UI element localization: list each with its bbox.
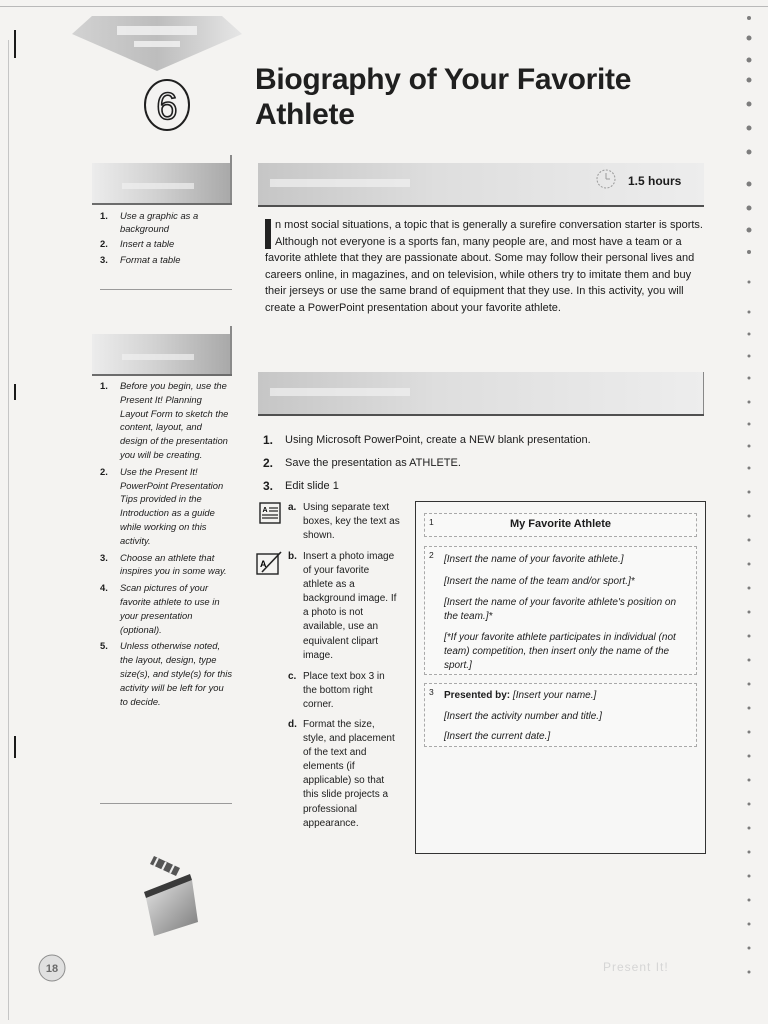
left-scan-edge xyxy=(8,40,9,1020)
title-line-2: Athlete xyxy=(255,98,355,131)
page-number-badge xyxy=(37,953,67,983)
tips-list xyxy=(100,379,232,708)
binder-mark xyxy=(14,736,16,758)
clock-icon xyxy=(595,168,617,190)
footer-watermark: Present It! xyxy=(603,960,669,974)
present-it-banner xyxy=(72,16,242,71)
substep-a: a. Using separate text boxes, key the text as shown. xyxy=(288,502,400,542)
list-item: 1. Using Microsoft PowerPoint, create a NEW blank presentation. xyxy=(263,433,591,447)
slide-text-box-1: 1 My Favorite Athlete xyxy=(424,513,697,537)
list-item: 2. Use the Present It! PowerPoint Presentation Tips provided in the Introduction as a guide while working on this activity. xyxy=(100,465,224,546)
list-item: 1. Before you begin, use the Present It! Planning Layout Form to sketch the content, layout, and design of the presentation you will be creating. xyxy=(100,380,229,460)
divider xyxy=(100,289,232,290)
svg-text:A: A xyxy=(262,507,268,514)
list-item: 2. Save the presentation as ATHLETE. xyxy=(263,456,461,470)
divider xyxy=(100,803,232,804)
binder-mark xyxy=(14,384,16,400)
duration: 1.5 hours xyxy=(628,174,682,188)
substep-d: d. Format the size, style, and placement of the text and elements (if applicable) so that this slide projects a professional appearance. xyxy=(288,719,395,829)
right-margin-marks xyxy=(742,12,756,1002)
intro-paragraph: n most social situations, a topic that is generally a surefire conversation starter is sports. Although not everyone is a sports fan, many people are, and most have a team or a favorite athlete that they are passionate about. Some may follow their personal lives and careers online, in magazines, and on television, while others try to imitate them and buy their jerseys or use the same brand of equipment that they use. In this activity, you will create a PowerPoint presentation about your favorite athlete. xyxy=(265,219,703,314)
picture-edit-icon xyxy=(256,550,283,577)
activity-number: 6 xyxy=(156,86,178,128)
top-edge-line xyxy=(0,6,768,7)
svg-text:A: A xyxy=(260,559,267,569)
page-number: 18 xyxy=(45,963,59,975)
sidebar-header-objectives xyxy=(92,163,232,205)
list-item: 3. Choose an athlete that inspires you in some way. xyxy=(100,551,227,577)
slide-text-box-2: 2 [Insert the name of your favorite athlete.] [Insert the name of the team and/or sport.]* [Insert the name of your favorite athlete's position on the team.]* [*If your favorite athlete participates in individual (not team) competition, then insert only the name of the sport.] xyxy=(424,546,697,675)
list-item: 4. Scan pictures of your favorite athlete to use in your presentation (optional). xyxy=(100,582,220,635)
slide-preview xyxy=(415,501,706,854)
substep-c: c. Place text box 3 in the bottom right corner. xyxy=(288,671,385,711)
slide-title: My Favorite Athlete xyxy=(509,518,612,530)
page-title xyxy=(255,62,725,132)
slide-text-box-3: 3 Presented by: [Insert your name.] [Insert the activity number and title.] [Insert the current date.] xyxy=(424,683,697,747)
binder-mark xyxy=(14,30,16,58)
instruction-steps xyxy=(263,432,703,501)
activity-number-badge xyxy=(143,78,191,132)
list-item: 2. Insert a table xyxy=(100,238,175,249)
objectives-list xyxy=(100,210,232,269)
clapperboard-icon xyxy=(140,852,202,938)
drop-cap xyxy=(265,219,271,249)
list-item: 3. Edit slide 1 xyxy=(263,479,339,493)
list-item: 5. Unless otherwise noted, the layout, design, type size(s), and style(s) for this activity will be left for you to decide. xyxy=(100,640,233,707)
list-item: 1. Use a graphic as a background xyxy=(100,210,199,234)
instructions-bar xyxy=(258,372,704,416)
sidebar-header-tips xyxy=(92,334,232,376)
text-box-icon xyxy=(259,502,281,524)
bar-edge xyxy=(703,372,704,414)
list-item: 3. Format a table xyxy=(100,253,181,265)
substep-b: b. Insert a photo image of your favorite athlete as a background image. If a photo is not available, use an equivalent clipart image. xyxy=(288,551,397,661)
title-line-1: Biography of Your Favorite xyxy=(255,63,632,96)
